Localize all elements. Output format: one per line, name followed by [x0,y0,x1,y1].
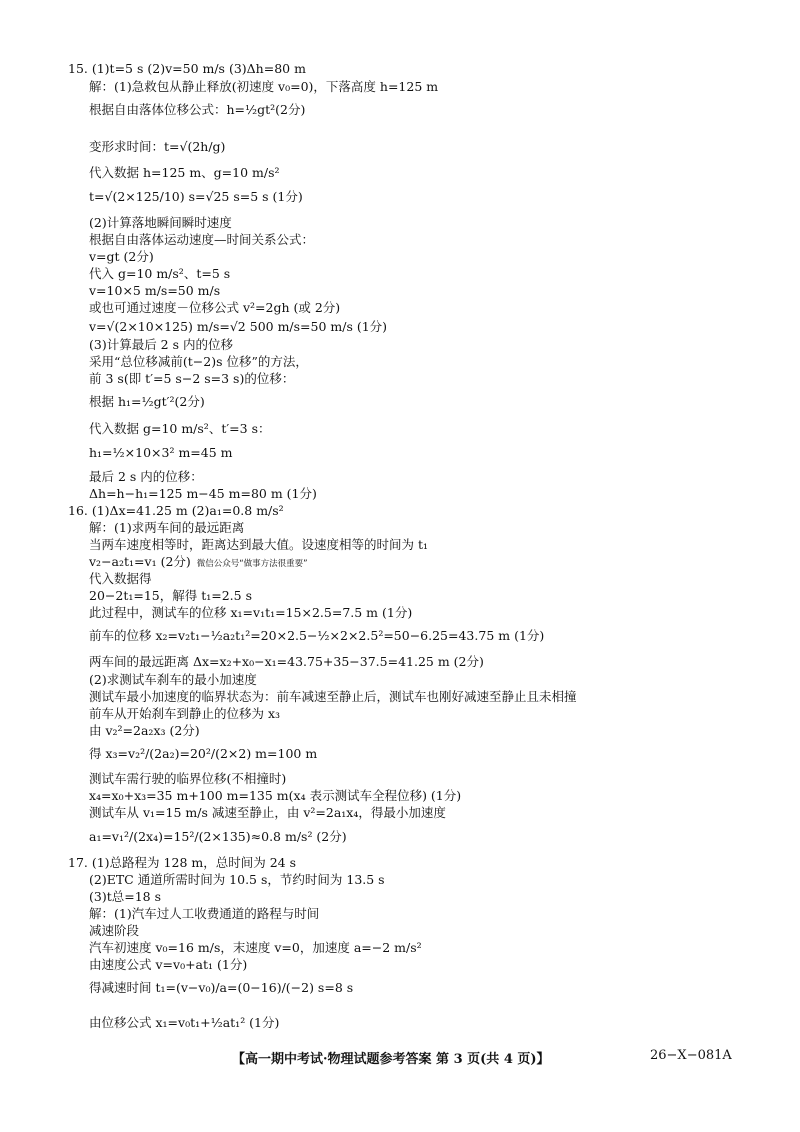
answer-line-text: 由速度公式 v=v₀+at₁ (1分) [89,957,248,972]
answer-line [89,233,314,247]
answer-line [89,806,446,820]
answer-line-text: (2)求测试车刹车的最小加速度 [89,672,257,687]
answer-line [89,941,422,955]
answer-line-text: 15. (1)t=5 s (2)v=50 m/s (3)Δh=80 m [68,61,306,76]
answer-line-text: 前 3 s(即 t′=5 s−2 s=3 s)的位移： [89,371,295,386]
answer-line-text: (2)计算落地瞬间瞬时速度 [89,215,232,230]
answer-line [89,873,385,887]
answer-line [89,772,286,786]
answer-line-text: h₁=½×10×3² m=45 m [89,445,233,460]
watermark-text: 微信公众号“做事方法很重要” [196,559,308,569]
page-footer-code: 26−X−081A [650,1048,732,1063]
answer-line [89,629,544,643]
answer-line [89,320,387,334]
answer-line-text: 17. (1)总路程为 128 m，总时间为 24 s [68,855,296,870]
answer-line-text: 解：(1)汽车过人工收费通道的路程与时间 [89,906,320,921]
answer-line [89,355,308,369]
answer-line [89,589,252,603]
answer-line-text: v=√(2×10×125) m/s=√2 500 m/s=50 m/s (1分) [89,319,388,334]
answer-line-text: v₂−a₂t₁=v₁ (2分) [89,554,191,569]
answer-line-text: (3)计算最后 2 s 内的位移 [89,337,233,352]
answer-line [89,250,154,264]
answer-line-text: v=10×5 m/s=50 m/s [89,283,221,298]
answer-line [89,301,340,315]
answer-line [68,504,284,518]
answer-line-text: 由位移公式 x₁=v₀t₁+½at₁² (1分) [89,1015,280,1030]
answer-line-text: 20−2t₁=15，解得 t₁=2.5 s [89,588,252,603]
answer-line-text: 根据自由落体位移公式：h=½gt²(2分) [89,102,306,117]
answer-line-text: 此过程中，测试车的位移 x₁=v₁t₁=15×2.5=7.5 m (1分) [89,605,413,620]
answer-line [89,216,232,230]
answer-line-text: v=gt (2分) [89,249,154,264]
answer-line [89,521,244,535]
answer-line [89,372,294,386]
answer-line [89,1016,279,1030]
answer-line [89,673,257,687]
answer-line-text: 代入数据得 [89,571,152,586]
answer-line-text: 最后 2 s 内的位移： [89,469,203,484]
answer-line-text: 16. (1)Δx=41.25 m (2)a₁=0.8 m/s² [68,503,284,518]
answer-line [89,487,317,501]
answer-line-text: 得 x₃=v₂²/(2a₂)=20²/(2×2) m=100 m [89,746,318,761]
answer-line [89,555,308,571]
answer-line [89,538,428,552]
answer-line-text: 当两车速度相等时，距离达到最大值。设速度相等的时间为 t₁ [89,537,429,552]
answer-line-text: 两车间的最远距离 Δx=x₂+x₀−x₁=43.75+35−37.5=41.25 m (2分) [89,654,484,669]
answer-line [89,690,577,704]
answer-line-text: 代入数据 g=10 m/s²、t′=3 s： [89,421,271,436]
answer-line-text: 代入数据 h=125 m、g=10 m/s² [89,165,280,180]
answer-line [89,907,319,921]
answer-line-text: 根据 h₁=½gt′²(2分) [89,394,205,409]
answer-line [89,655,484,669]
answer-line [89,747,317,761]
answer-line [89,190,303,204]
answer-line-text: 测试车需行驶的临界位移(不相撞时) [89,771,287,786]
answer-line-text: 减速阶段 [89,923,140,938]
answer-line [89,395,205,409]
answer-line-text: t=√(2×125/10) s=√25 s=5 s (1分) [89,189,303,204]
answer-line-text: (2)ETC 通道所需时间为 10.5 s，节约时间为 13.5 s [89,872,385,887]
answer-line-text: 解：(1)求两车间的最远距离 [89,520,245,535]
answer-line-text: Δh=h−h₁=125 m−45 m=80 m (1分) [89,486,317,501]
answer-line [89,80,438,94]
answer-line-text: 代入 g=10 m/s²、t=5 s [89,266,231,281]
answer-line-text: 解：(1)急救包从静止释放(初速度 v₀=0)，下落高度 h=125 m [89,79,439,94]
answer-line-text: 得减速时间 t₁=(v−v₀)/a=(0−16)/(−2) s=8 s [89,980,354,995]
answer-line [89,166,280,180]
answer-line-text: 汽车初速度 v₀=16 m/s，末速度 v=0，加速度 a=−2 m/s² [89,940,422,955]
answer-line [89,140,225,154]
answer-line-text: 或也可通过速度－位移公式 v²=2gh (或 2分) [89,300,341,315]
answer-line [89,707,280,721]
answer-line-text: 采用“总位移减前(t−2)s 位移”的方法， [89,354,308,369]
answer-line [89,446,233,460]
answer-line-text: x₄=x₀+x₃=35 m+100 m=135 m(x₄ 表示测试车全程位移) (1分) [89,788,462,803]
answer-line-text: (3)t总=18 s [89,889,161,904]
answer-line [89,572,152,586]
answer-line [68,856,296,870]
page-footer-title: 【高一期中考试·物理试题参考答案 第 3 页(共 4 页)】 [232,1052,550,1067]
answer-line [89,470,203,484]
answer-line [89,284,220,298]
answer-line [89,958,247,972]
answer-line [89,606,412,620]
answer-line [89,924,139,938]
answer-line-text: a₁=v₁²/(2x₄)=15²/(2×135)≈0.8 m/s² (2分) [89,829,347,844]
answer-line-text: 测试车最小加速度的临界状态为：前车减速至静止后，测试车也刚好减速至静止且未相撞 [89,689,577,704]
answer-line [89,724,200,738]
answer-line-text: 变形求时间：t=√(2h/g) [89,139,226,154]
answer-line [89,981,353,995]
answer-line-text: 由 v₂²=2a₂x₃ (2分) [89,723,200,738]
answer-line [89,422,271,436]
answer-line-text: 前车的位移 x₂=v₂t₁−½a₂t₁²=20×2.5−½×2×2.5²=50−6.25=43.75 m (1分) [89,628,545,643]
answer-line [89,338,233,352]
answer-line [89,267,230,281]
answer-line [89,890,161,904]
answer-line-text: 根据自由落体运动速度—时间关系公式： [89,232,315,247]
answer-line [89,830,347,844]
answer-line-text: 测试车从 v₁=15 m/s 减速至静止，由 v²=2a₁x₄，得最小加速度 [89,805,446,820]
answer-line [89,103,305,117]
answer-line [68,62,306,76]
answer-line-text: 前车从开始刹车到静止的位移为 x₃ [89,706,281,721]
answer-line [89,789,461,803]
